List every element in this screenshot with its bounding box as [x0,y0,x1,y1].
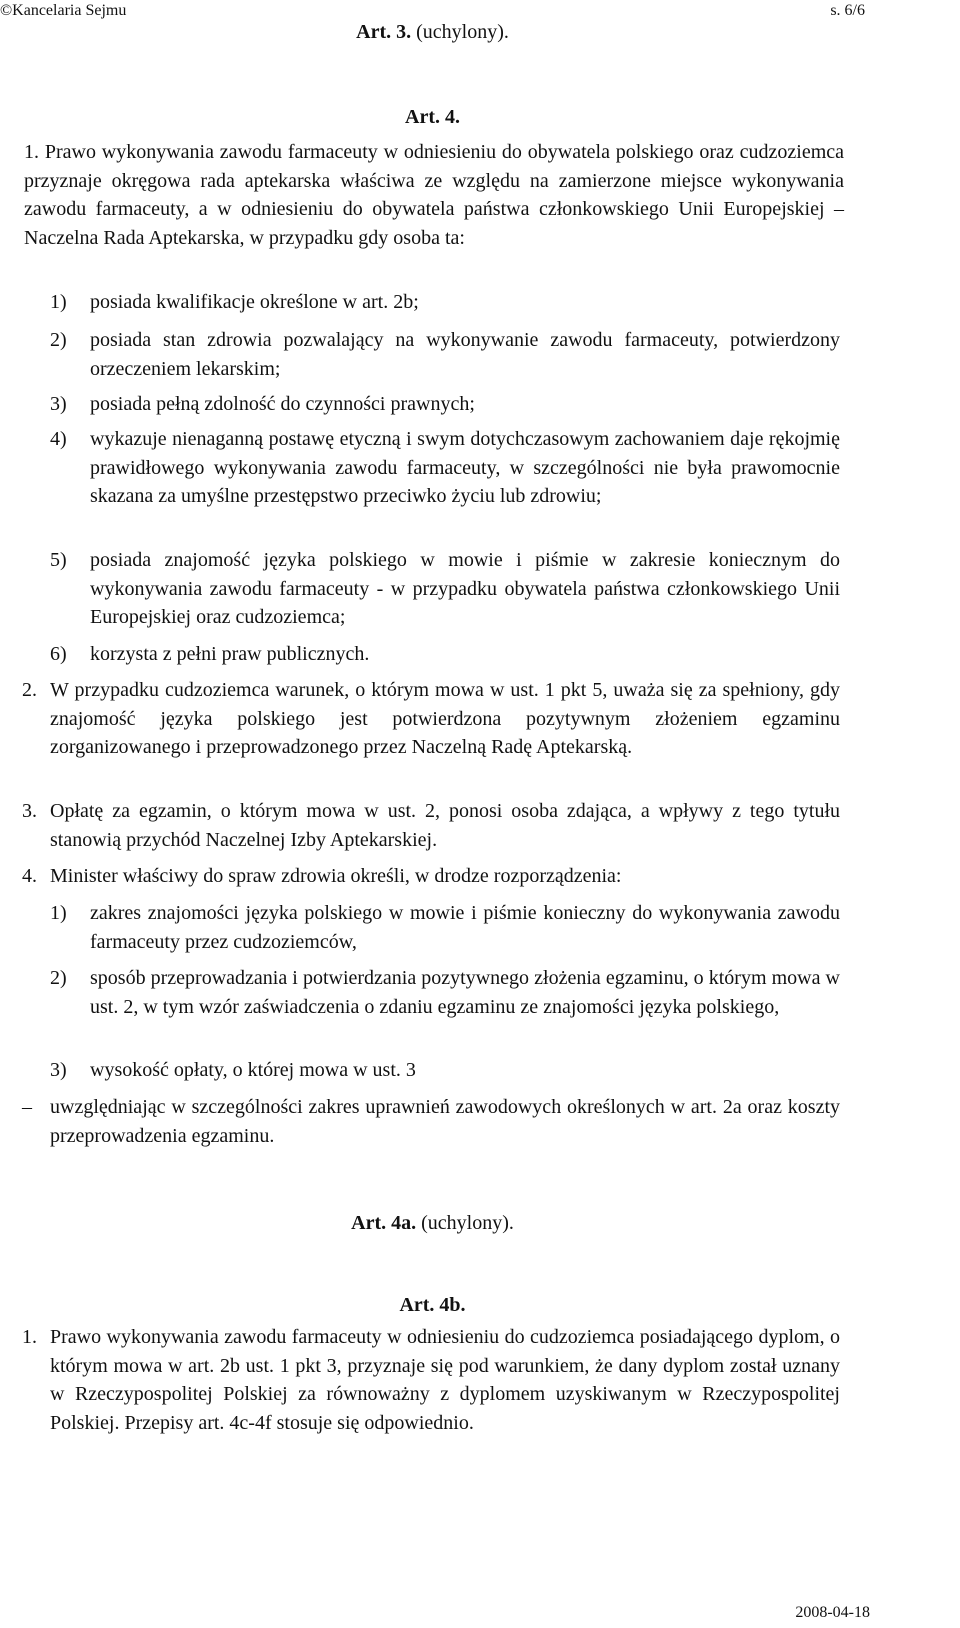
pkt-text: wykazuje nienaganną postawę etyczną i swym dotychczasowym zachowaniem daje rękojmię prawidłowego wykonywania zawodu farmaceuty, w szczególności nie była prawomocnie skazana za umyślne przestępstwo przeciwko życiu lub zdrowiu; [90,428,840,508]
pkt-text: posiada kwalifikacje określone w art. 2b; [90,291,419,313]
header-source: ©Kancelaria Sejmu [0,2,127,19]
header-page-number: s. 6/6 [830,2,865,19]
pkt-number: 1) [50,291,67,313]
pkt-number: 6) [50,643,67,665]
pkt-number: 5) [50,549,67,571]
art-4-ust-4-pkt-2 [50,964,840,1021]
ust-text: Prawo wykonywania zawodu farmaceuty w odniesieniu do cudzoziemca posiadającego dyplom, o którym mowa w art. 2b ust. 1 pkt 3, przyznaje się pod warunkiem, że dany dyplom został uznany w Rzeczypospolitej Polskiej za równoważny z dyplomem uzyskiwanym w Rzeczypospolitej Polskiej. Przepisy art. 4c-4f stosuje się odpowiednio. [50,1326,840,1434]
art-4b-heading [0,1291,865,1319]
art-4-ust-4-pkt-3 [50,1056,840,1085]
pkt-number: 1) [50,902,67,924]
pkt-text: wysokość opłaty, o której mowa w ust. 3 [90,1059,416,1081]
pkt-text: posiada pełną zdolność do czynności prawnych; [90,393,475,415]
art-4-ust-1-pkt-1 [50,288,840,317]
art-4-ust-1-pkt-6 [50,640,840,669]
art-4-label: Art. 4. [405,106,460,128]
pkt-text: posiada znajomość języka polskiego w mowie i piśmie w zakresie koniecznym do wykonywania zawodu farmaceuty - w przypadku obywatela państwa członkowskiego Unii Europejskiej oraz cudzoziemca; [90,549,840,629]
art-4-ust-4-pkt-1 [50,899,840,956]
pkt-number: 4) [50,428,67,450]
page-footer-date: 2008-04-18 [795,1604,870,1621]
closing-text: uwzględniając w szczególności zakres uprawnień zawodowych określonych w art. 2a oraz koszty przeprowadzenia egzaminu. [50,1096,840,1147]
ust-number: 2. [22,679,37,701]
art-4-ust-2 [22,676,840,762]
ust-number: 4. [22,865,37,887]
art-4-ust-3 [22,797,840,854]
ust-text: Opłatę za egzamin, o którym mowa w ust. 2, ponosi osoba zdająca, a wpływy z tego tytułu stanowią przychód Naczelnej Izby Aptekarskiej. [50,800,840,851]
art-3-status: (uchylony). [411,21,509,43]
pkt-text: sposób przeprowadzania i potwierdzania pozytywnego złożenia egzaminu, o którym mowa w ust. 2, w tym wzór zaświadczenia o zdaniu egzaminu ze znajomości języka polskiego, [90,967,840,1018]
art-3-label: Art. 3. [356,21,412,43]
art-4b-ust-1 [22,1323,840,1437]
pkt-number: 2) [50,329,67,351]
art-3-heading [0,18,865,46]
pkt-text: korzysta z pełni praw publicznych. [90,643,370,665]
pkt-text: posiada stan zdrowia pozwalający na wykonywanie zawodu farmaceuty, potwierdzony orzeczeniem lekarskim; [90,329,840,380]
pkt-number: 3) [50,393,67,415]
art-4-ust-1-pkt-2 [50,326,840,383]
ust-number: 1. [22,1326,37,1348]
art-4-ust-4 [22,862,840,891]
ust-text: Minister właściwy do spraw zdrowia określi, w drodze rozporządzenia: [50,865,622,887]
art-4-ust-1-pkt-3 [50,390,840,419]
pkt-number: 2) [50,967,67,989]
art-4-ust-4-closing [22,1093,840,1150]
art-4a-status: (uchylony). [416,1212,514,1234]
art-4-ust-1 [24,138,844,252]
art-4-heading [0,103,865,131]
ust-text: W przypadku cudzoziemca warunek, o którym mowa w ust. 1 pkt 5, uważa się za spełniony, gdy znajomość języka polskiego jest potwierdzona pozytywnym złożeniem egzaminu zorganizowanego i przeprowadzonego przez Naczelną Radę Aptekarską. [50,679,840,759]
art-4b-label: Art. 4b. [399,1294,466,1316]
ust-number: 3. [22,800,37,822]
art-4-ust-1-number: 1. [24,141,39,163]
art-4-ust-1-pkt-5 [50,546,840,632]
art-4a-heading [0,1209,865,1237]
closing-dash: – [22,1096,32,1118]
art-4a-label: Art. 4a. [351,1212,417,1234]
pkt-text: zakres znajomości języka polskiego w mowie i piśmie konieczny do wykonywania zawodu farmaceuty przez cudzoziemców, [90,902,840,953]
art-4-ust-1-text: Prawo wykonywania zawodu farmaceuty w odniesieniu do obywatela polskiego oraz cudzoziemca przyznaje okręgowa rada aptekarska właściwa ze względu na zamierzone miejsce wykonywania zawodu farmaceuty, a w odniesieniu do obywatela państwa członkowskiego Unii Europejskiej – Naczelna Rada Aptekarska, w przypadku gdy osoba ta: [24,141,845,249]
pkt-number: 3) [50,1059,67,1081]
art-4-ust-1-pkt-4 [50,425,840,511]
